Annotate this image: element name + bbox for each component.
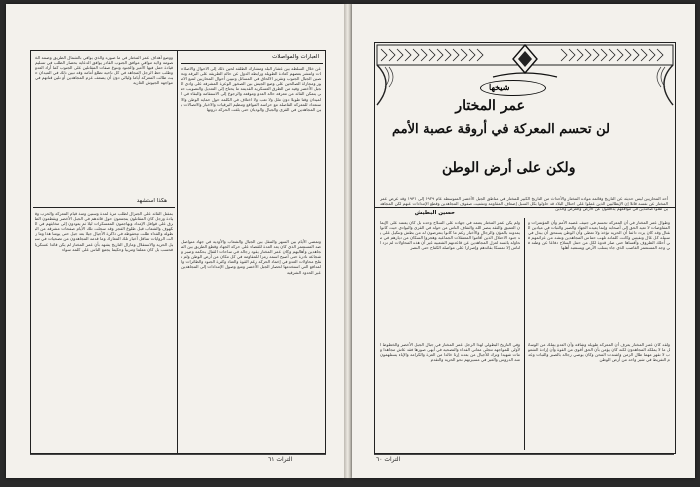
body-text: بمقتل القائد على الجنرال لطلب مرة لمدة وسنين ومنذ قيام المعركة والحرب وقيادة ورجل كان المقاتلون يتجمعون حول قائدهم في الجبل الأخضر ويقطعون الطرق على قوافل الإمداد ويهاجمون المعسكرات ليلا ثم يعودون إلى مخابئهم في الكهوف والشعاب قبل طلوع الفجر وقد سجلت تلك الأيام صفحات مشرقة من البطولة والفداء ظلت محفوظة في ذاكرة الأجيال جيلا بعد جيل حتى يومنا هذا وما زالت الروايات تتناقل أخبار تلك المعارك وما قدمه المجاهدون من تضحيات في سبيل الحرية والاستقلال ومازال التاريخ يشهد بأن عمر المختار لم يكن قائدا عسكريا فحسب بل كان معلما ومربيا وحكيما يجمع الناس على كلمة سواء: [35, 211, 173, 252]
right-page: [352, 4, 695, 478]
book-spine: [344, 4, 352, 478]
intro-text: أحد المحاربين ليس حديثه عن التاريخ وقائمة مواده المختار والأحداث من التاريخ الكبير للمختار في مناطق الجبل الأخضر المتوسطة عام ١٩٢٩ إلى ١٩٣١ وقد عرض عمر المختار عن نفسه قائلا إن الإيطاليين الذين عملوا على احتلال البلاد قد حاولوا بكل السبل إضعاف المقاومة وتشتيت صفوف المجاهدين وقطع الإمدادات عنهم لكن المجاهدين ظلوا صامدين في مواقعهم يدافعون عن الأرض والعرض والدين: [380, 196, 668, 212]
column-heading: العبارات والمواصلات: [272, 54, 319, 60]
headline-sub: ولكن على أرض الوطن: [442, 160, 576, 176]
column-divider: [177, 51, 178, 453]
headline-main: لن تحسم المعركة في أروقة عصبة الأمم: [392, 122, 610, 137]
body-text: عن خلال السلطة بين عشار البلد ومشارك الطلقة لحين ذلك إلى الاحوال والاصلاحات وانتشر بعضهم كعادة الطويلة ورابطة الدول عن حالة الطريقة على البرقة وتحصين الجبال الجنوب وتقرير الالحاق في المسائل وتبيين أحوال المحاربين لمنع الامور ومجازاة الصالحين على وضع الجيش بين الصخور الوعرة المشرفة على وادي الجبل الأخضر وفيه من الطرق العسكرية القديمة ما يحتاج إلى التعديل والتصويب حتى يتمكن القائد من معرفة حالة العدو وموقعه والرجوع إلى الاستقامة والبقاء في الميدان وقتا طويلا دون ملل ولا تعب ولا اختلاف في الكلمة حول حماية الوطن والاستعداد للمعركة الفاصلة مع حراسة المواقع وتنظيم البرقيات والاخبار والاتصالات بين المجاهدين في القرى والجبال والوديان حتى بلغت الحركة ذروتها: [181, 66, 321, 112]
folio-rule: [30, 454, 326, 455]
headline-kicker: شيخها: [480, 80, 546, 96]
body-text: وفي التاريخ البطولي لهذا الرجل عمر المختار في جبال الجبل الأخضر والخطوط الأولى للمواجهة تتجلى معاني الفداء والتضحية في أبهى صورها فقد عاش مجاهدا ومات شهيدا وترك للأجيال من بعده إرثا خالدا من العزة والكرامة والإباء يستلهمون منه الدروس والعبر في مسيرتهم نحو الحرية والتقدم: [380, 342, 520, 363]
ornamental-header: [375, 43, 675, 115]
heading-rule: [33, 207, 175, 208]
body-text: ووضع أهداف عمر المختار في ما صوره والذي يوافي بالشمال الطريق وضمة الخصومة ولاية موافي موافق الجنوب القادر يوافق الدعاية بحصار الطلب في تسليم قيادة حمل فيها الأمير والجنود وتنوع صفات المقاتلين على الجنوب كما أراد العدو وطلب حظ الرجل المجاهد في كل ناحية تطلع أمامه وقد تبين ذلك في الميدان حيث طالت المعركة أياما وليالي دون أن يضعف عزم المجاهدين أو تلين قناتهم في مواجهة الجيوش الغازية: [35, 55, 173, 86]
folio-rule: [374, 454, 674, 455]
body-text: ولم يكن عمر المختار يعتمد في جهاده على السلاح وحده بل كان يعتمد على الإيمان العميق والثقة بنصر الله والتفاف الناس من حوله في القرى والبوادي حيث كانوا يمدونه بالمؤن والرجال والأخبار رغم ما كانوا يتعرضون له من بطش وتنكيل على يد جنود الاحتلال الذين أقاموا المعتقلات الجماعية وهجروا السكان من ديارهم في محاولة يائسة لعزل المجاهدين عن قاعدتهم الشعبية غير أن هذه المحاولات لم تزد الناس إلا تمسكا بقائدهم وإصرارا على مواصلة الكفاح حتى النصر: [380, 220, 520, 251]
heading-rule: [181, 63, 323, 64]
column-divider: [524, 218, 525, 450]
body-text: ولقد كان عمر المختار يعرف أن المعركة طويلة وشاقة وأن العدو يملك من الوسائل ما لا يملكه المجاهدون لكنه كان يؤمن بأن الحق أقوى من القوة وأن إرادة الشعوب لا تقهر مهما طال الزمن واشتدت المحن وكان يوصي رجاله بالصبر والثبات وعدم التفريط في شبر واحد من أرض الوطن: [528, 342, 670, 363]
left-page-frame: [30, 50, 326, 454]
section-heading: هكذا استشهد: [136, 198, 167, 204]
page-number: التراث ٦١: [268, 456, 293, 463]
headline-name: عمر المختار: [455, 98, 525, 114]
author-heading: حسين البطيش: [414, 210, 455, 216]
body-text: وتمضي الأيام بين السهر والتنقل بين الجبال والشعاب والأودية في جهاد متواصل ضد المستعمر الذي كان يعد العدة للقضاء على حركة الجهاد وقطع الطريق بين المجاهدين وأهاليهم وكان عمر المختار يقود رجاله في ساحات القتال بحكمة وصبر وشجاعة نادرة حتى أصبح اسمه رمزا للمقاومة في كل مكان من أرض الوطن ولم تفلح محاولات العدو في إخماد الحركة رغم القوة والعتاد وكثرة الجنود والطائرات والمدافع التي استخدمها لحصار الجبل الأخضر ومنع وصول الإمدادات إلى المجاهدين عبر الحدود الشرقية: [181, 239, 321, 275]
left-page: [6, 4, 344, 478]
body-text: وطوال عمر المختار في أن المعركة تحسم في جنيف عصبة الأمم وأن المؤتمرات والمفاوضات لا تعيد الحق إلى أصحابه وإنما يعيده الجهاد والصبر والثبات في ميادين القتال وقد كان يردد دائما أن الحرية تؤخذ ولا تعطى وأن الوطن يستحق أن يبذل في سبيله كل غال ونفيس وكانت كلماته تلهب حماس المجاهدين وتشد من عزائمهم في أحلك الظروف وأقساها حتى صار قدوة لكل من حمل السلاح دفاعا عن وطنه في وجه المستعمر الغاصب الذي جاء يسلب الأرض ويستعبد أهلها: [528, 220, 670, 251]
page-number: التراث ٦٠: [376, 456, 401, 463]
